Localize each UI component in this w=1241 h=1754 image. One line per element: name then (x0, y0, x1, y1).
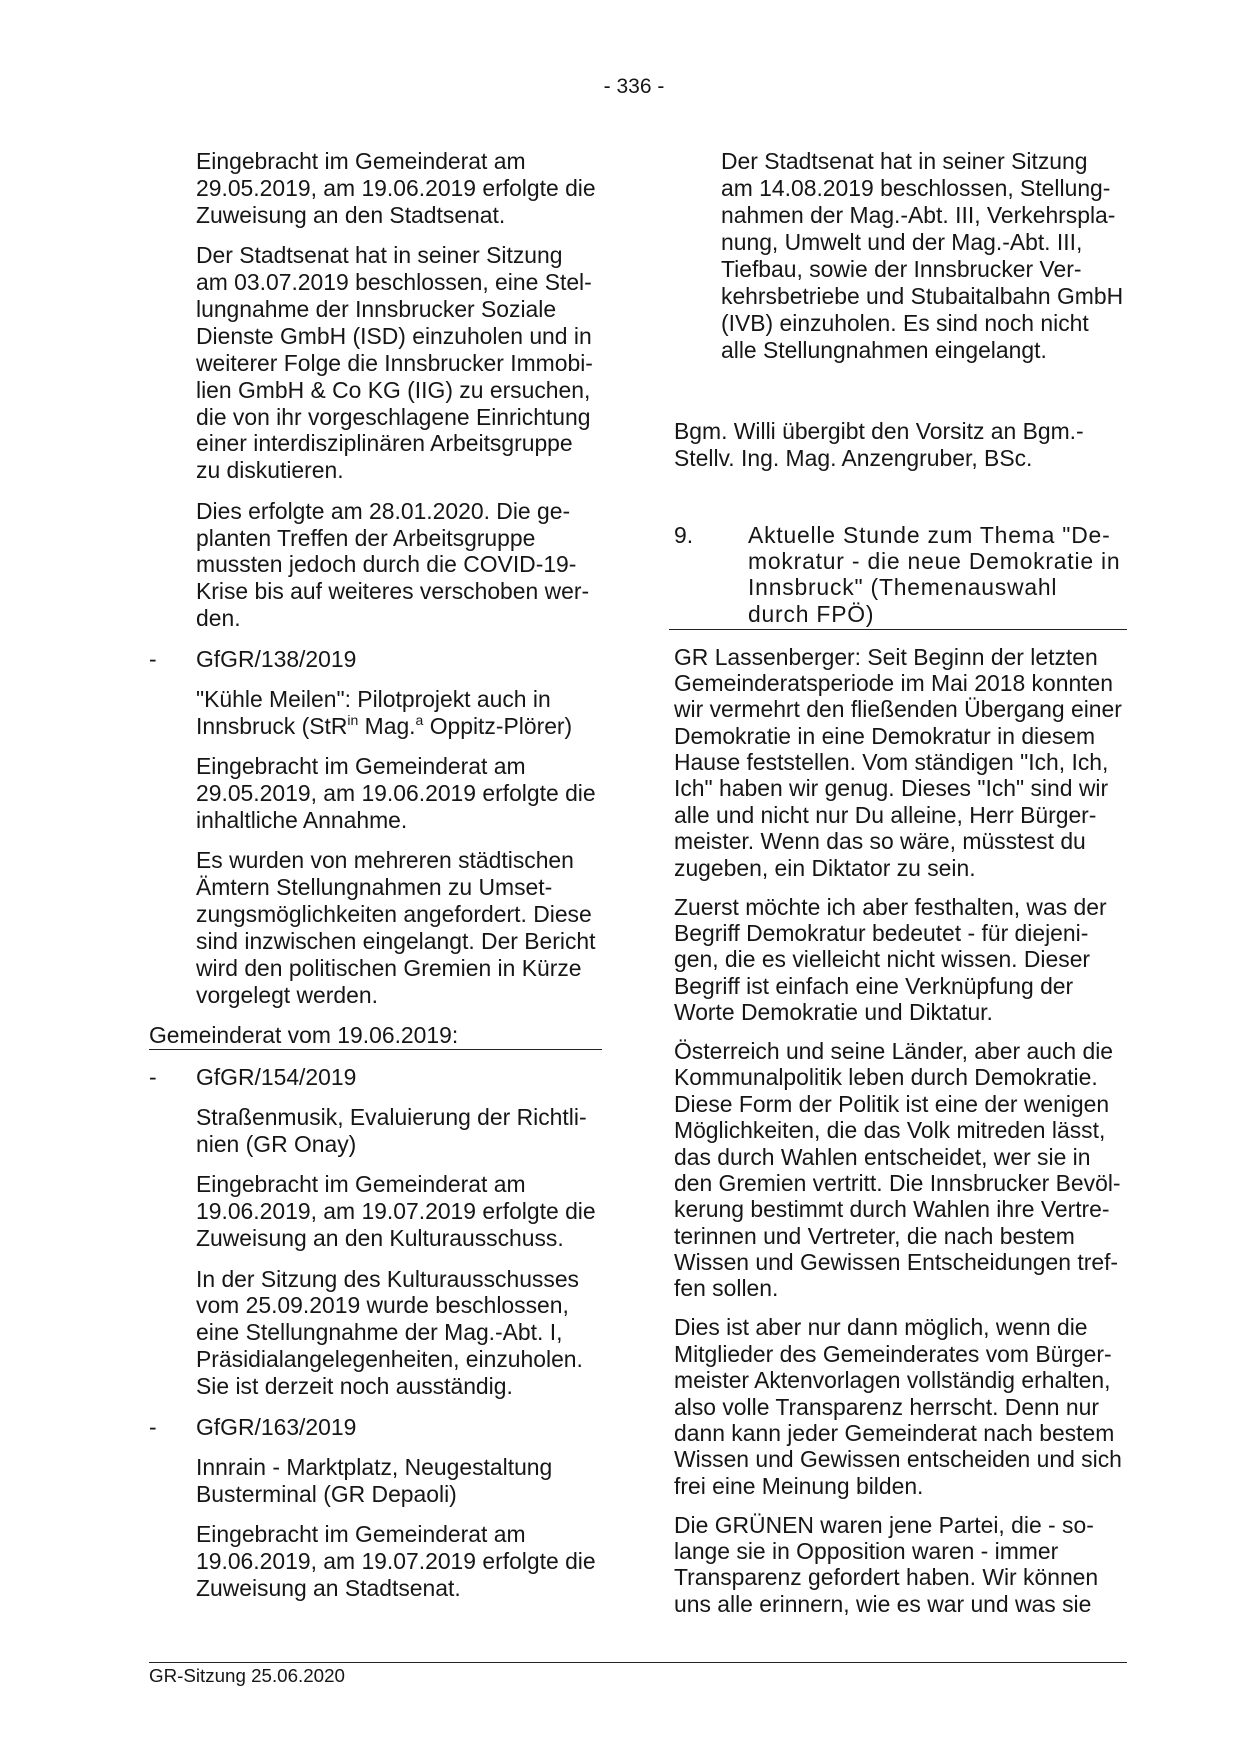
text-line: alle Stellungnahmen eingelangt. (721, 337, 1047, 363)
page-number: - 336 - (603, 75, 665, 98)
text-line: 19.06.2019, am 19.07.2019 erfolgte die (196, 1548, 596, 1575)
motion-reference (149, 646, 609, 673)
motion-reference (149, 1064, 609, 1091)
text-line: uns alle erinnern, wie es war und was sie (674, 1590, 1092, 1617)
paragraph (674, 894, 1132, 1026)
paragraph (674, 1314, 1132, 1499)
text-line: mokratur - die neue Demokratie in (748, 548, 1121, 575)
speech (674, 644, 1132, 1630)
text-line: Tiefbau, sowie der Innsbrucker Ver- (721, 256, 1082, 282)
motion-code: GfGR/154/2019 (196, 1063, 357, 1090)
text-line: eine Stellungnahme der Mag.-Abt. I, (196, 1319, 563, 1346)
text-segment: Innsbruck (StR (196, 712, 348, 739)
text-line: GR Lassenberger: Seit Beginn der letzten (674, 643, 1098, 670)
text-line: frei eine Meinung bilden. (674, 1472, 924, 1499)
text-segment: Oppitz-Plörer) (423, 712, 573, 739)
text-line: zu diskutieren. (196, 457, 344, 484)
footer-divider (149, 1662, 1127, 1663)
text-line: Dies erfolgte am 28.01.2020. Die ge- (196, 497, 571, 524)
text-line: durch FPÖ) (748, 600, 875, 627)
agenda-item-number: 9. (674, 522, 694, 548)
motion-reference (149, 1414, 609, 1441)
section-heading-text: Gemeinderat vom 19.06.2019: (149, 1022, 459, 1049)
paragraph (149, 753, 609, 834)
text-line: nung, Umwelt und der Mag.-Abt. III, (721, 229, 1083, 255)
text-line: nahmen der Mag.-Abt. III, Verkehrspla- (721, 202, 1116, 228)
text-line: vom 25.09.2019 wurde beschlossen, (196, 1292, 569, 1319)
text-line: am 03.07.2019 beschlossen, eine Stel- (196, 269, 592, 296)
motion-code: GfGR/163/2019 (196, 1413, 357, 1440)
text-line: zugeben, ein Diktator zu sein. (674, 854, 976, 881)
paragraph (674, 1512, 1132, 1618)
text-line: kehrsbetriebe und Stubaitalbahn GmbH (721, 283, 1124, 309)
text-line: Der Stadtsenat hat in seiner Sitzung (721, 148, 1088, 174)
text-line: Wissen und Gewissen Entscheidungen tref- (674, 1249, 1119, 1276)
paragraph (149, 1171, 609, 1252)
motion-title (149, 686, 609, 740)
text-line: mussten jedoch durch die COVID-19- (196, 551, 577, 578)
footer-text: GR-Sitzung 25.06.2020 (149, 1665, 345, 1686)
paragraph (721, 148, 1123, 364)
text-line: dann kann jeder Gemeinderat nach bestem (674, 1419, 1115, 1446)
text-line: 29.05.2019, am 19.06.2019 erfolgte die (196, 174, 596, 201)
text-line: wir vermehrt den fließenden Übergang einer (674, 696, 1122, 723)
text-line: also volle Transparenz herrscht. Denn nur (674, 1393, 1099, 1420)
text-line: Transparenz gefordert haben. Wir können (674, 1564, 1099, 1591)
text-line: Ämtern Stellungnahmen zu Umset- (196, 874, 553, 901)
text-line: Eingebracht im Gemeinderat am (196, 1521, 526, 1548)
text-line: Mitglieder des Gemeinderates vom Bürger- (674, 1340, 1112, 1367)
text-line: Worte Demokratie und Diktatur. (674, 999, 993, 1026)
text-line: Eingebracht im Gemeinderat am (196, 753, 526, 780)
paragraph (149, 148, 609, 229)
text-line: Sie ist derzeit noch ausständig. (196, 1373, 513, 1400)
motion-title (149, 1104, 609, 1158)
text-line: Zuweisung an den Kulturausschuss. (196, 1225, 564, 1252)
paragraph (149, 242, 609, 484)
text-line: Aktuelle Stunde zum Thema "De- (748, 522, 1111, 548)
text-line: 29.05.2019, am 19.06.2019 erfolgte die (196, 780, 596, 807)
text-line: Innrain - Marktplatz, Neugestaltung (196, 1453, 553, 1480)
text-line: das durch Wahlen entscheidet, wer sie in (674, 1143, 1091, 1170)
text-line: Wissen und Gewissen entscheiden und sich (674, 1446, 1122, 1473)
text-line: Eingebracht im Gemeinderat am (196, 148, 526, 174)
text-line: kerung bestimmt durch Wahlen ihre Vertre- (674, 1196, 1110, 1223)
superscript: in (347, 711, 359, 728)
agenda-item-heading (669, 522, 1127, 630)
text-line: Straßenmusik, Evaluierung der Richtli- (196, 1104, 587, 1131)
text-line: Zuweisung an den Stadtsenat. (196, 201, 506, 228)
text-line: Demokratie in eine Demokratur in diesem (674, 722, 1096, 749)
text-line: einer interdisziplinären Arbeitsgruppe (196, 430, 573, 457)
text-line: lien GmbH & Co KG (IIG) zu ersuchen, (196, 376, 591, 403)
text-line: Krise bis auf weiteres verschoben wer- (196, 578, 590, 605)
motion-title (149, 1454, 609, 1508)
text-line: den. (196, 605, 241, 632)
text-line: Begriff Demokratur bedeutet - für diejeni- (674, 919, 1089, 946)
text-segment: Mag. (358, 712, 416, 739)
text-line: Stellv. Ing. Mag. Anzengruber, BSc. (674, 444, 1033, 471)
text-line: Der Stadtsenat hat in seiner Sitzung (196, 242, 563, 269)
superscript: a (415, 711, 424, 728)
text-line: lange sie in Opposition waren - immer (674, 1538, 1059, 1564)
text-line: Busterminal (GR Depaoli) (196, 1480, 457, 1507)
text-line: Begriff ist einfach eine Verknüpfung der (674, 972, 1074, 999)
text-line: Ich" haben wir genug. Dieses "Ich" sind wir (674, 775, 1109, 802)
text-line: die von ihr vorgeschlagene Einrichtung (196, 403, 591, 430)
paragraph (674, 644, 1132, 882)
text-line: meister Aktenvorlagen vollständig erhalten, (674, 1367, 1111, 1394)
text-line: Dies ist aber nur dann möglich, wenn die (674, 1314, 1088, 1341)
text-line: "Kühle Meilen": Pilotprojekt auch in (196, 686, 551, 713)
text-line: 19.06.2019, am 19.07.2019 erfolgte die (196, 1198, 596, 1225)
text-line: Möglichkeiten, die das Volk mitreden lässt, (674, 1117, 1106, 1144)
text-line: fen sollen. (674, 1275, 779, 1302)
text-line: Gemeinderatsperiode im Mai 2018 konnten (674, 669, 1113, 696)
paragraph (149, 847, 609, 1008)
list-bullet: - (149, 1413, 157, 1440)
text-line: inhaltliche Annahme. (196, 807, 408, 834)
text-line: Dienste GmbH (ISD) einzuholen und in (196, 322, 592, 349)
text-line: Eingebracht im Gemeinderat am (196, 1171, 526, 1198)
paragraph (149, 1521, 609, 1602)
text-line: zungsmöglichkeiten angefordert. Diese (196, 901, 592, 928)
text-line: Diese Form der Politik ist eine der wenigen (674, 1090, 1110, 1117)
text-line: terinnen und Vertreter, die nach bestem (674, 1222, 1075, 1249)
text-line: (IVB) einzuholen. Es sind noch nicht (721, 310, 1089, 336)
text-line: Präsidialangelegenheiten, einzuholen. (196, 1346, 583, 1373)
text-line: Österreich und seine Länder, aber auch die (674, 1037, 1114, 1064)
text-line: nien (GR Onay) (196, 1131, 357, 1157)
text-line: meister. Wenn das so wäre, müsstest du (674, 828, 1086, 855)
left-column (149, 148, 609, 1615)
text-line: Innsbruck" (Themenauswahl (748, 574, 1058, 601)
text-line: Zuweisung an Stadtsenat. (196, 1574, 461, 1601)
paragraph (674, 1038, 1132, 1302)
list-bullet: - (149, 1063, 157, 1090)
text-line: alle und nicht nur Du alleine, Herr Bürger- (674, 801, 1097, 828)
list-bullet: - (149, 645, 157, 672)
paragraph (149, 498, 609, 632)
motion-code: GfGR/138/2019 (196, 645, 357, 672)
text-line: Zuerst möchte ich aber festhalten, was der (674, 893, 1107, 920)
text-line: Es wurden von mehreren städtischen (196, 847, 574, 874)
text-line: wird den politischen Gremien in Kürze (196, 955, 582, 982)
chair-change-note (674, 418, 1084, 472)
text-line: gen, die es vielleicht nicht wissen. Dieser (674, 946, 1091, 973)
text-line: den Gremien vertritt. Die Innsbrucker Bevöl- (674, 1169, 1121, 1196)
text-line: In der Sitzung des Kulturausschusses (196, 1265, 579, 1292)
text-line: planten Treffen der Arbeitsgruppe (196, 524, 536, 551)
text-line: lungnahme der Innsbrucker Soziale (196, 295, 557, 322)
text-line: am 14.08.2019 beschlossen, Stellung- (721, 175, 1111, 201)
text-line: Bgm. Willi übergibt den Vorsitz an Bgm.- (674, 418, 1084, 444)
text-line: Hause feststellen. Vom ständigen "Ich, Ich, (674, 749, 1109, 776)
text-line: weiterer Folge die Innsbrucker Immobi- (196, 349, 593, 376)
paragraph (149, 1266, 609, 1400)
text-line: vorgelegt werden. (196, 981, 378, 1008)
agenda-item-title (748, 522, 1120, 627)
text-line: Die GRÜNEN waren jene Partei, die - so- (674, 1511, 1094, 1538)
section-heading (149, 1022, 602, 1050)
text-line: Kommunalpolitik leben durch Demokratie. (674, 1064, 1098, 1091)
text-line (196, 713, 609, 740)
text-line: sind inzwischen eingelangt. Der Bericht (196, 928, 596, 955)
